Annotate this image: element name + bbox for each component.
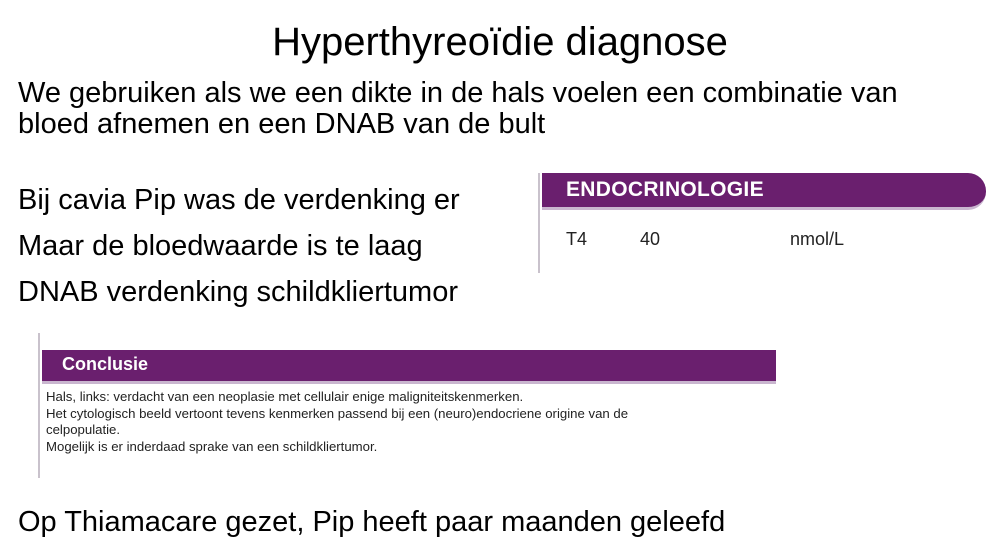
finding-line: Maar de bloedwaarde is te laag: [18, 230, 423, 262]
lab-test-name: T4: [566, 229, 588, 249]
findings-list: [18, 177, 460, 315]
intro-text: [18, 78, 988, 140]
conclusion-line: celpopulatie.: [46, 422, 121, 437]
lab-result-panel: [538, 173, 990, 273]
outcome-text: Op Thiamacare gezet, Pip heeft paar maanden geleefd: [18, 506, 726, 538]
slide-title: Hyperthyreoïdie diagnose: [272, 20, 728, 64]
lab-test-value: 40: [640, 229, 661, 249]
conclusion-panel: [38, 333, 776, 478]
finding-line: Bij cavia Pip was de verdenking er: [18, 184, 460, 216]
intro-line: We gebruiken als we een dikte in de hals voelen een combinatie van: [18, 77, 898, 109]
conclusion-header-bar: [42, 350, 776, 384]
conclusion-header: Conclusie: [62, 354, 149, 374]
lab-result-header-bar: [542, 173, 986, 210]
intro-line: bloed afnemen en een DNAB van de bult: [18, 108, 546, 140]
lab-test-unit: nmol/L: [790, 229, 845, 249]
conclusion-line: Mogelijk is er inderdaad sprake van een schildkliertumor.: [46, 438, 378, 454]
lab-result-header: ENDOCRINOLOGIE: [566, 178, 764, 201]
conclusion-line: Hals, links: verdacht van een neoplasie met cellulair enige maligniteitskenmerken.: [46, 389, 524, 404]
conclusion-line: Het cytologisch beeld vertoont tevens kenmerken passend bij een (neuro)endocriene origine van de: [46, 405, 629, 421]
conclusion-text: [46, 389, 771, 455]
finding-line: DNAB verdenking schildkliertumor: [18, 276, 458, 308]
